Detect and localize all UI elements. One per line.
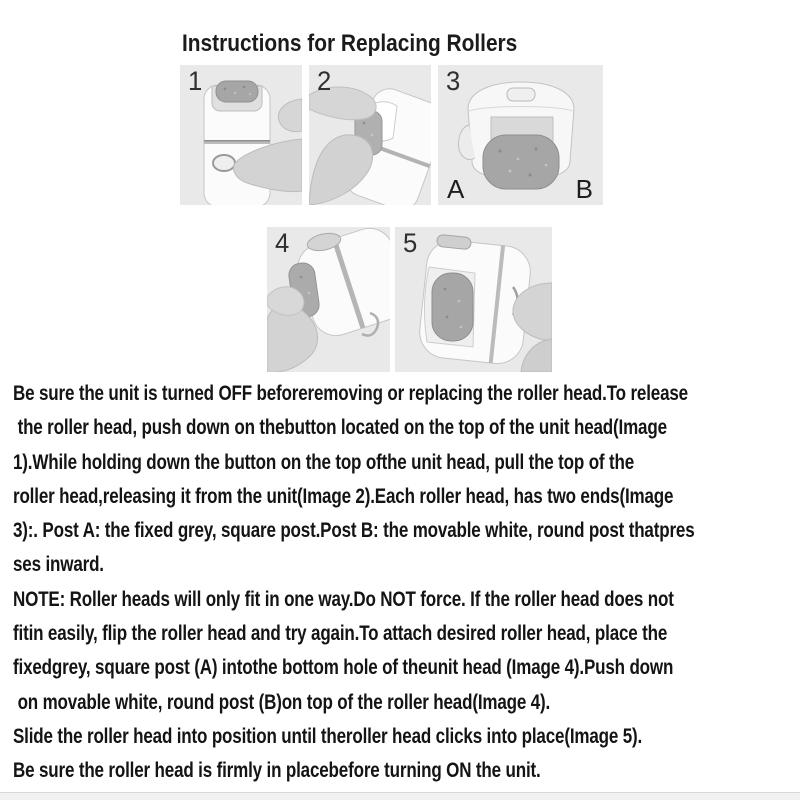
- bottom-divider-strip: [0, 792, 800, 800]
- instruction-line: NOTE: Roller heads will only fit in one way.Do NOT force. If the roller head does not: [13, 587, 674, 611]
- instruction-line: fixedgrey, square post (A) intothe bottom hole of theunit head (Image 4).Push down: [13, 656, 674, 680]
- figure-number-5: 5: [403, 228, 418, 258]
- instruction-line: fitin easily, flip the roller head and try again.To attach desired roller head, place the: [13, 622, 668, 646]
- instruction-line: on movable white, round post (B)on top of the roller head(Image 4).: [13, 690, 551, 714]
- page-title: Instructions for Replacing Rollers: [182, 30, 518, 57]
- instruction-line: Be sure the unit is turned OFF beforeremoving or replacing the roller head.To release: [13, 382, 688, 405]
- figure-panel-2: [309, 65, 431, 205]
- figure-number-1: 1: [188, 66, 203, 96]
- figure-panel-3: [438, 65, 603, 205]
- instruction-line: ses inward.: [13, 553, 104, 577]
- device-photo-click-into-place: [395, 227, 552, 372]
- instruction-text-block: [13, 377, 800, 789]
- instruction-line: 1).While holding down the button on the top ofthe unit head, pull the top of the: [13, 450, 635, 474]
- post-b-label: B: [575, 174, 593, 204]
- figure-panel-5: [395, 227, 552, 372]
- instruction-line: roller head,releasing it from the unit(Image 2).Each roller head, has two ends(Image: [13, 484, 674, 508]
- instruction-line: the roller head, push down on thebutton located on the top of the unit head(Image: [13, 416, 667, 440]
- instruction-line: Be sure the roller head is firmly in placebefore turning ON the unit.: [13, 759, 541, 783]
- post-a-label: A: [447, 174, 465, 204]
- instruction-line: 3):. Post A: the fixed grey, square post.Post B: the movable white, round post thatpres: [13, 519, 695, 543]
- figure-number-2: 2: [317, 66, 332, 96]
- instruction-line: Slide the roller head into position until theroller head clicks into place(Image 5).: [13, 724, 643, 748]
- figure-panel-4: [267, 227, 390, 372]
- figure-number-3: 3: [446, 66, 461, 96]
- figure-number-4: 4: [275, 228, 290, 258]
- figure-panel-1: [180, 65, 302, 205]
